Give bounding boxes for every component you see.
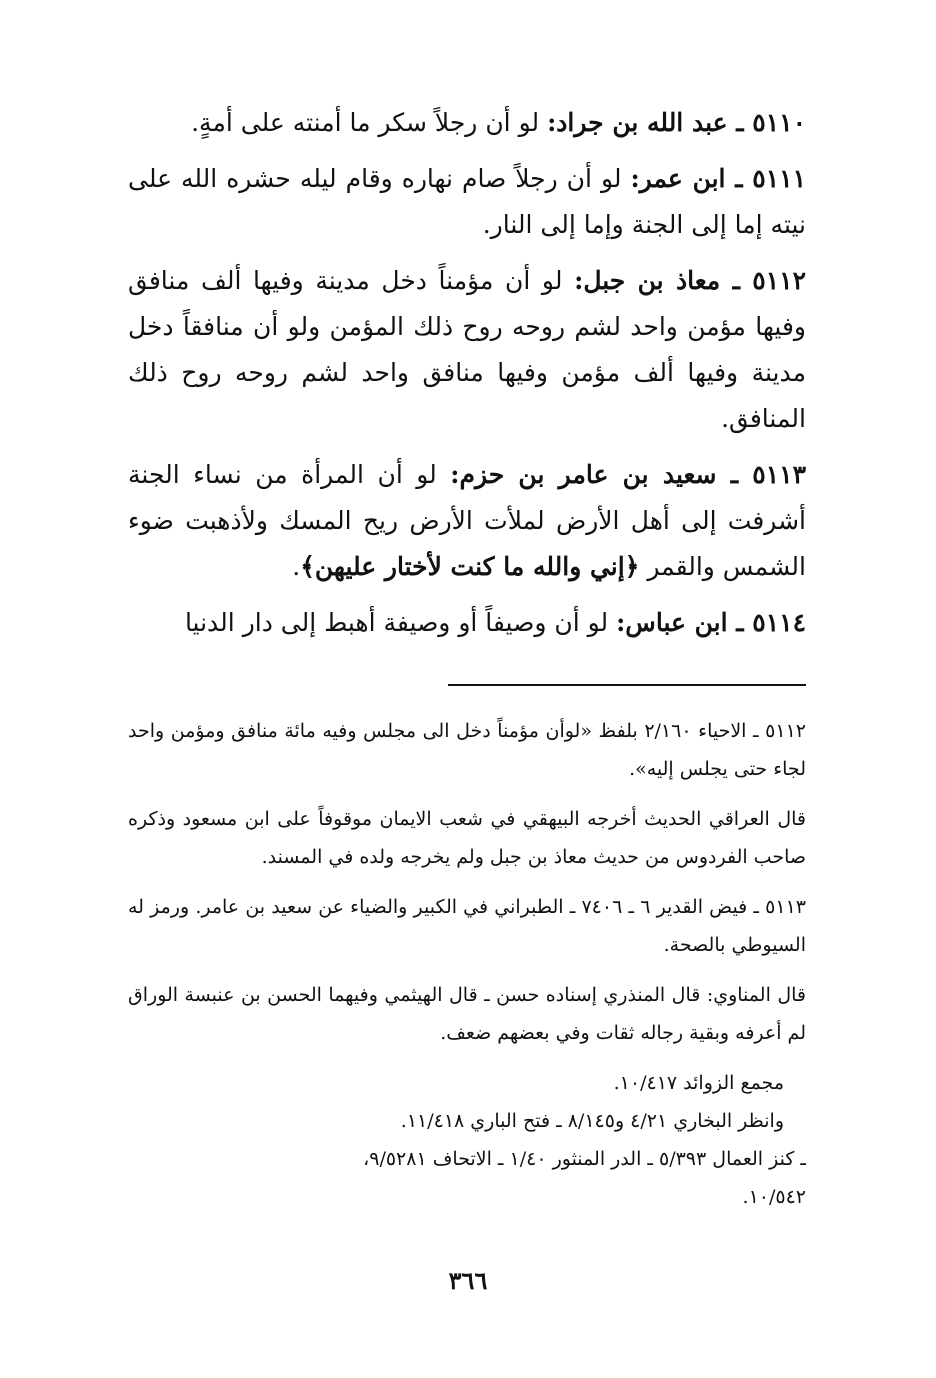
hadith-entry [128, 156, 806, 248]
entry-heading: ٥١١٠ ـ عبد الله بن جراد: [547, 108, 806, 137]
page-body [128, 100, 806, 1216]
footnote: قال العراقي الحديث أخرجه البيهقي في شعب الايمان موقوفاً على ابن مسعود وذكره صاحب الفردوس من حديث معاذ بن جبل ولم يخرجه ولده في المسند. [128, 808, 806, 868]
entry-heading: ٥١١٣ ـ سعيد بن عامر بن حزم: [450, 460, 807, 489]
footnote: ٥١١٢ ـ الاحياء ٢/١٦٠ بلفظ «لوأن مؤمناً دخل الى مجلس وفيه مائة منافق ومؤمن واحد لجاء حتى يجلس إليه». [128, 720, 806, 780]
reference-line: مجمع الزوائد ١٠/٤١٧. [613, 1072, 784, 1094]
footnote: قال المناوي: قال المنذري إسناده حسن ـ قال الهيثمي وفيهما الحسن بن عنبسة الوراق لم أعرفه وبقية رجاله ثقات وفي بعضهم ضعف. [128, 984, 806, 1044]
entry-heading: ٥١١٤ ـ ابن عباس: [616, 608, 806, 637]
entry-text: لو أن رجلاً صام نهاره وقام ليله حشره الله على نيته إما إلى الجنة وإما إلى النار. [128, 164, 806, 239]
entry-tail: . [292, 552, 301, 581]
entry-heading: ٥١١١ ـ ابن عمر: [630, 164, 806, 193]
footnote: ٥١١٣ ـ فيض القدير ٦ ـ ٧٤٠٦ ـ الطبراني في الكبير والضياء عن سعيد بن عامر. ورمز له السيوطي بالصحة. [128, 896, 806, 956]
hadith-entry [128, 258, 806, 442]
reference-line: ـ كنز العمال ٥/٣٩٣ ـ الدر المنثور ١/٤٠ ـ الاتحاف ٩/٥٢٨١، [363, 1148, 806, 1170]
hadith-entry [128, 452, 806, 590]
hadith-entry [128, 600, 806, 646]
footnotes [128, 712, 806, 1052]
quran-quote: ﴿إني والله ما كنت لأختار عليهن﴾ [300, 552, 640, 581]
entry-heading: ٥١١٢ ـ معاذ بن جبل: [574, 266, 806, 295]
reference-line: وانظر البخاري ٤/٢١ و٨/١٤٥ ـ فتح الباري ١١/٤١٨. [400, 1110, 784, 1132]
entry-text: لو أن مؤمناً دخل مدينة وفيها ألف منافق وفيها مؤمن واحد لشم روحه روح ذلك المؤمن ولو أن منافقاً دخل مدينة وفيها ألف مؤمن وفيها منافق واحد لشم روحه روح ذلك المنافق. [128, 266, 806, 433]
entry-text: لو أن رجلاً سكر ما أمنته على أمةٍ. [191, 108, 548, 137]
hadith-entry [128, 100, 806, 146]
references [128, 1064, 806, 1216]
hadith-entries [128, 100, 806, 646]
footnote-separator [448, 684, 806, 686]
reference-line: ١٠/٥٤٢. [742, 1186, 806, 1208]
footnote-separator-wrap [128, 656, 806, 712]
page-number: ٣٦٦ [448, 1266, 488, 1295]
entry-text: لو أن المرأة من نساء الجنة أشرفت إلى أهل الأرض لملأت الأرض ريح المسك ولأذهبت ضوء الشمس والقمر [128, 460, 806, 581]
entry-text: لو أن وصيفاً أو وصيفة أهبط إلى دار الدنيا [184, 608, 617, 637]
